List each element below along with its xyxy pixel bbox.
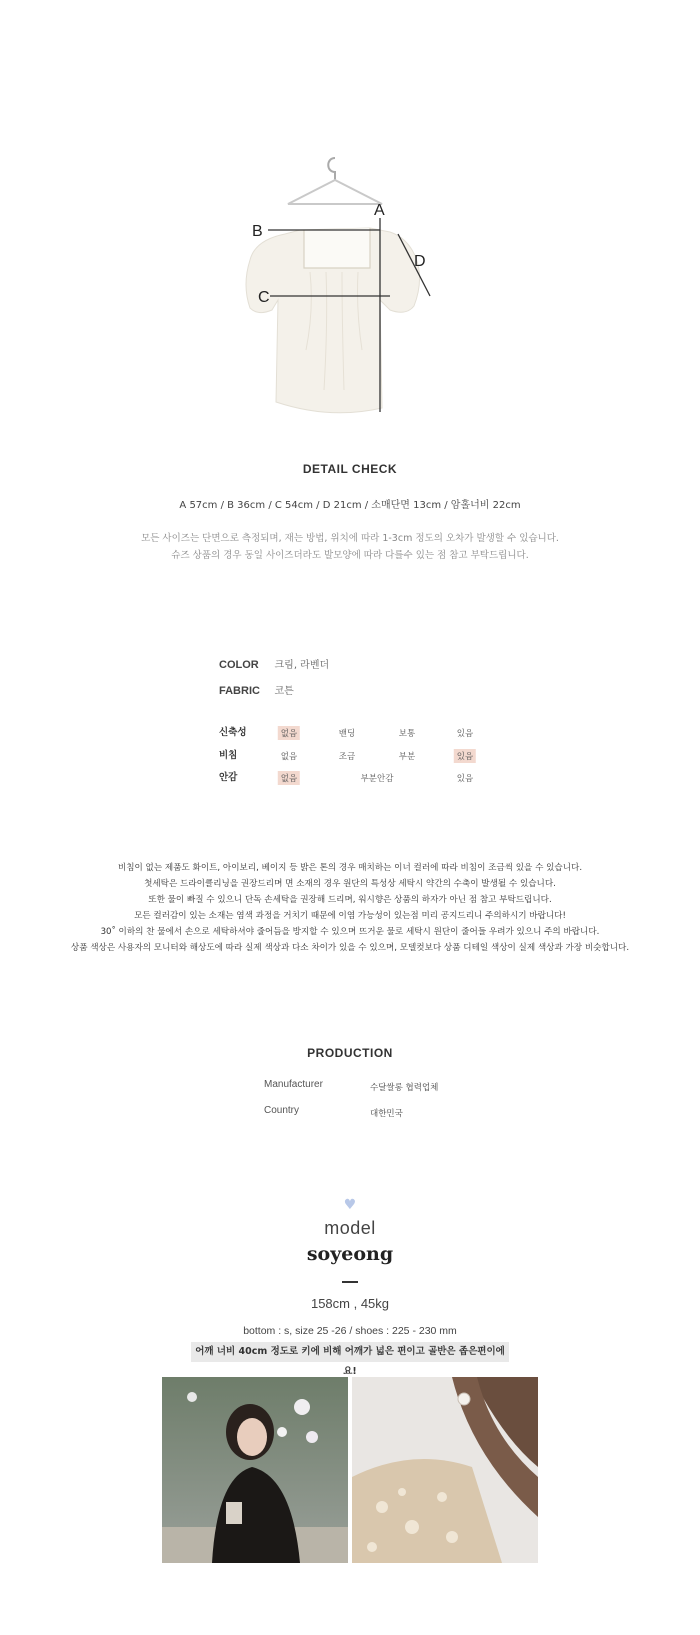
lining-label: 안감 bbox=[219, 772, 238, 783]
detail-photo-2 bbox=[352, 1377, 538, 1563]
lining-option: 부분안감 bbox=[360, 774, 394, 784]
care-notes bbox=[0, 860, 700, 956]
model-heading: model bbox=[324, 1218, 376, 1238]
stretch-label: 신축성 bbox=[219, 727, 247, 738]
color-row bbox=[219, 656, 329, 671]
stretch-option: 밴딩 bbox=[338, 729, 356, 739]
detail-check-title: DETAIL CHECK bbox=[302, 462, 398, 476]
sheerness-label: 비침 bbox=[219, 750, 238, 761]
lining-option: 있음 bbox=[456, 774, 474, 784]
production-title: PRODUCTION bbox=[307, 1046, 393, 1060]
stretch-option: 보통 bbox=[398, 729, 416, 739]
label-d: D bbox=[414, 253, 426, 270]
fit-note: 어깨 너비 40cm 정도로 키에 비해 어깨가 넓은 편이고 골반은 좁은편이에요! bbox=[191, 1342, 509, 1362]
manufacturer-value: 수달쌀롱 협력업체 bbox=[370, 1083, 439, 1093]
measurement-summary: A 57cm / B 36cm / C 54cm / D 21cm / 소매단면 13cm / 암홀너비 22cm bbox=[179, 500, 521, 511]
fabric-row bbox=[219, 682, 294, 697]
country-value: 대한민국 bbox=[370, 1109, 403, 1119]
color-label: COLOR bbox=[219, 659, 259, 671]
fabric-value: 코튼 bbox=[274, 686, 294, 697]
model-photo-1 bbox=[162, 1377, 348, 1563]
care-line: 상품 색상은 사용자의 모니터와 해상도에 따라 실제 색상과 다소 차이가 있을 수 있으며, 모델컷보다 상품 디테일 색상이 실제 색상과 가장 비슷합니다. bbox=[70, 943, 630, 953]
country-label: Country bbox=[264, 1105, 300, 1116]
label-b: B bbox=[252, 223, 263, 240]
manufacturer-label: Manufacturer bbox=[264, 1079, 323, 1090]
color-value: 크림, 라벤더 bbox=[274, 660, 330, 671]
model-name: soyeong bbox=[306, 1243, 394, 1265]
fabric-label: FABRIC bbox=[219, 685, 260, 697]
sheerness-option: 있음 bbox=[454, 749, 476, 763]
care-line: 비침이 없는 제품도 화이트, 아이보리, 베이지 등 밝은 톤의 경우 매치하는 이너 컬러에 따라 비침이 조금씩 있을 수 있습니다. bbox=[117, 863, 583, 873]
care-line: 30˚ 이하의 찬 물에서 손으로 세탁하셔야 줄어듬을 방지할 수 있으며 뜨거운 물로 세탁시 원단이 줄어들 우려가 있으니 주의 바랍니다. bbox=[100, 927, 600, 937]
lining-option: 없음 bbox=[278, 771, 300, 785]
label-a: A bbox=[374, 202, 385, 219]
sheerness-option: 없음 bbox=[280, 752, 298, 762]
model-sizes: bottom : s, size 25 -26 / shoes : 225 - 230 mm bbox=[243, 1325, 457, 1337]
care-line: 또한 물이 빠질 수 있으니 단독 손세탁을 권장해 드리며, 워시향은 상품의 하자가 아닌 점 참고 부탁드립니다. bbox=[148, 895, 552, 905]
model-size: 158cm , 45kg bbox=[310, 1296, 390, 1311]
divider bbox=[342, 1281, 358, 1283]
size-note-2: 슈즈 상품의 경우 동일 사이즈더라도 발모양에 따라 다를수 있는 점 참고 부탁드립니다. bbox=[171, 550, 529, 561]
sheerness-option: 조금 bbox=[338, 752, 356, 762]
sheerness-option: 부분 bbox=[398, 752, 416, 762]
care-line: 첫세탁은 드라이클리닝을 권장드리며 면 소재의 경우 원단의 특성상 세탁시 약간의 수축이 발생될 수 있습니다. bbox=[144, 879, 556, 889]
care-line: 모든 컬러감이 있는 소재는 염색 과정을 거치기 때문에 이염 가능성이 있는점 미리 공지드리니 주의하시기 바랍니다! bbox=[134, 911, 566, 921]
heart-icon: ♥ bbox=[343, 1197, 357, 1213]
stretch-option: 없음 bbox=[278, 726, 300, 740]
label-c: C bbox=[258, 289, 270, 306]
garment-diagram bbox=[230, 150, 470, 440]
size-note-1: 모든 사이즈는 단면으로 측정되며, 재는 방법, 위치에 따라 1-3cm 정도의 오차가 발생할 수 있습니다. bbox=[141, 533, 559, 544]
stretch-option: 있음 bbox=[456, 729, 474, 739]
